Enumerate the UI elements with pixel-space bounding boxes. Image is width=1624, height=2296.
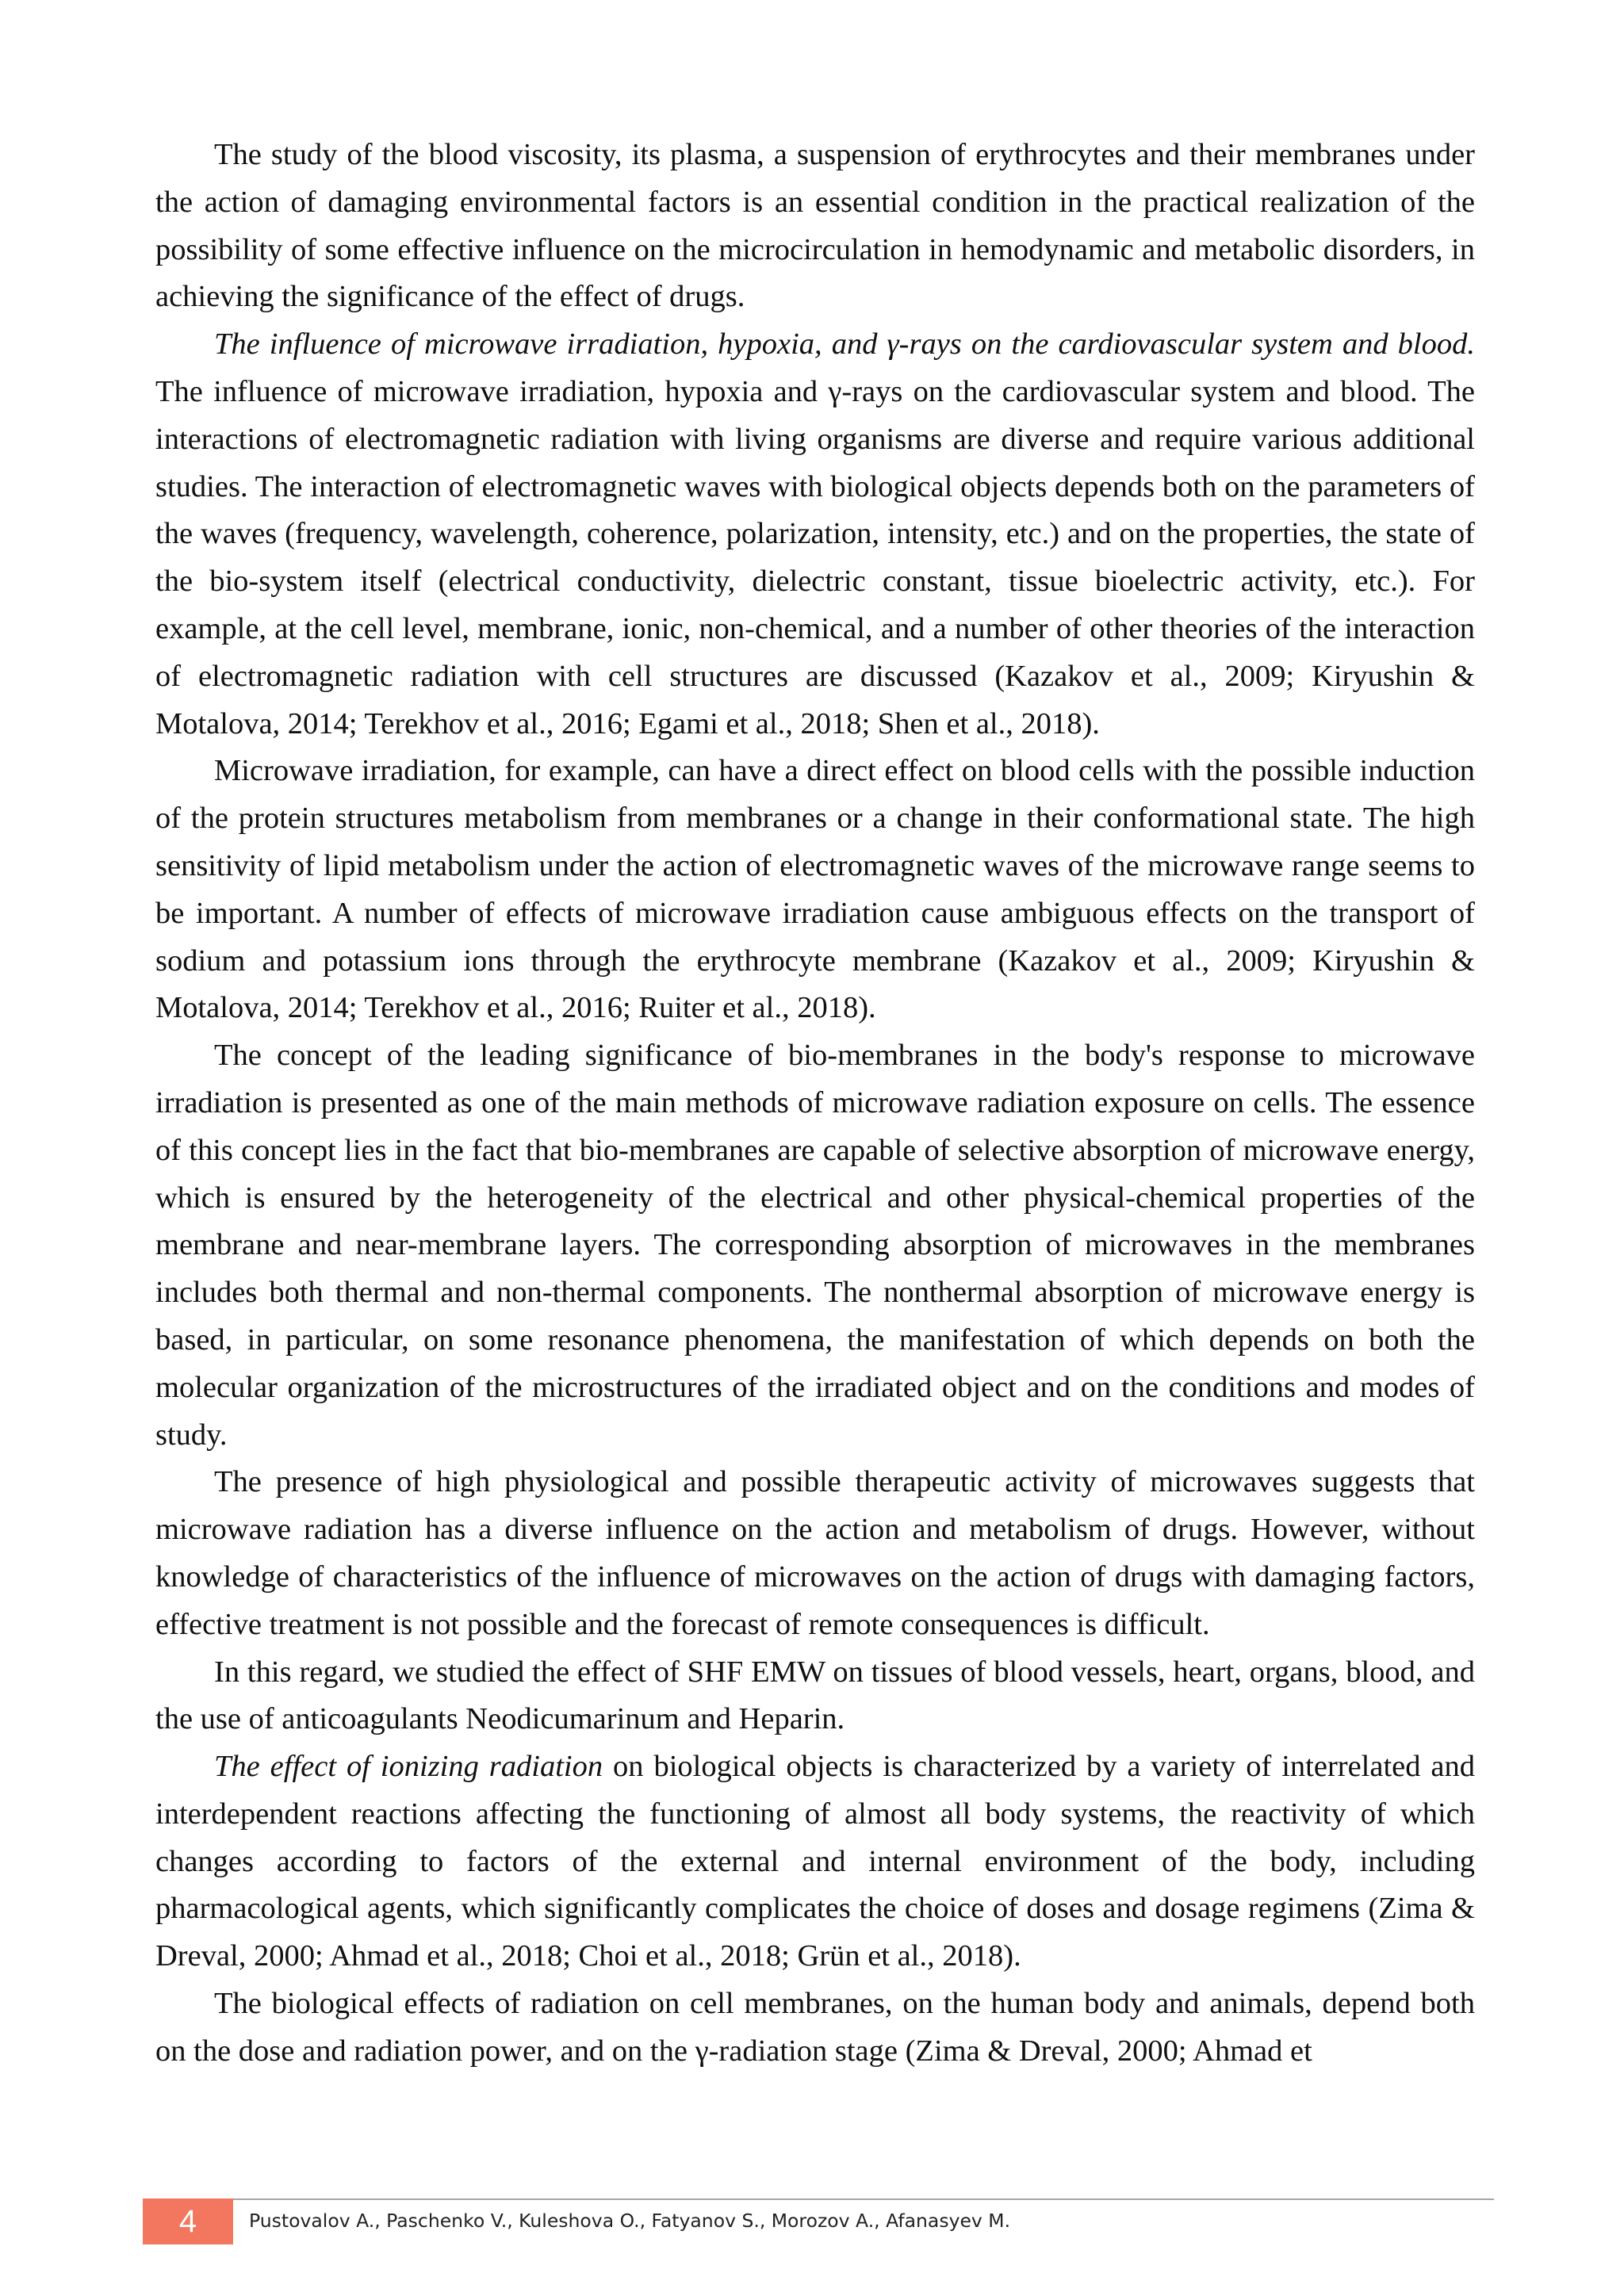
section-heading-microwave: The influence of microwave irradiation, hypoxia, and γ-rays on the cardiovascular system and blood.	[214, 327, 1475, 362]
paragraph-ionizing-radiation	[155, 1743, 1475, 1980]
paragraph-microwave-influence	[155, 321, 1475, 748]
paragraph-blood-viscosity	[155, 132, 1475, 321]
paragraph-biomembrane-concept	[155, 1032, 1475, 1459]
footer-divider	[232, 2198, 1494, 2200]
paragraph-text: The influence of microwave irradiation, hypoxia and γ-rays on the cardiovascular system and blood. The interactions of electromagnetic radiation with living organisms are diverse and require various additional studies. The interaction of electromagnetic waves with biological objects depends both on the parameters of the waves (frequency, wavelength, coherence, polarization, intensity, etc.) and on the properties, the state of the bio-system itself (electrical conductivity, dielectric constant, tissue bioelectric activity, etc.). For example, at the cell level, membrane, ionic, non-chemical, and a number of other theories of the interaction of electromagnetic radiation with cell structures are discussed (Kazakov et al., 2009; Kiryushin & Motalova, 2014; Terekhov et al., 2016; Egami et al., 2018; Shen et al., 2018).	[155, 374, 1475, 740]
paragraph-text: In this regard, we studied the effect of SHF EMW on tissues of blood vessels, heart, organs, blood, and the use of anticoagulants Neodicumarinum and Heparin.	[155, 1655, 1475, 1736]
article-body	[155, 132, 1475, 2076]
paragraph-text: The biological effects of radiation on cell membranes, on the human body and animals, depend both on the dose and radiation power, and on the γ-radiation stage (Zima & Dreval, 2000; Ahmad et	[155, 1987, 1475, 2068]
paragraph-text: The study of the blood viscosity, its plasma, a suspension of erythrocytes and their membranes under the action of damaging environmental factors is an essential condition in the practical realization of the possibility of some effective influence on the microcirculation in hemodynamic and metabolic disorders, in achieving the significance of the effect of drugs.	[155, 138, 1475, 314]
paragraph-text: The concept of the leading significance of bio-membranes in the body's response to microwave irradiation is presented as one of the main methods of microwave radiation exposure on cells. The essence of this concept lies in the fact that bio-membranes are capable of selective absorption of microwave energy, which is ensured by the heterogeneity of the electrical and other physical-chemical properties of the membrane and near-membrane layers. The corresponding absorption of microwaves in the membranes includes both thermal and non-thermal components. The nonthermal absorption of microwave energy is based, in particular, on some resonance phenomena, the manifestation of which depends on both the molecular organization of the microstructures of the irradiated object and on the conditions and modes of study.	[155, 1039, 1475, 1452]
paragraph-text: The presence of high physiological and possible therapeutic activity of microwaves suggests that microwave radiation has a diverse influence on the action and metabolism of drugs. However, without knowledge of characteristics of the influence of microwaves on the action of drugs with damaging factors, effective treatment is not possible and the forecast of remote consequences is difficult.	[155, 1465, 1475, 1641]
footer-authors: Pustovalov A., Paschenko V., Kuleshova O., Fatyanov S., Morozov A., Afanasyev M.	[249, 2210, 1011, 2232]
paragraph-text: on biological objects is characterized by a variety of interrelated and interdependent reactions affecting the functioning of almost all body systems, the reactivity of which changes according to factors of the external and internal environment of the body, including pharmacological agents, which significantly complicates the choice of doses and dosage regimens (Zima & Dreval, 2000; Ahmad et al., 2018; Choi et al., 2018; Grün et al., 2018).	[155, 1750, 1475, 1973]
paragraph-radiation-effects	[155, 1980, 1475, 2076]
page-number: 4	[143, 2198, 233, 2244]
paragraph-microwave-blood-cells	[155, 748, 1475, 1032]
paragraph-therapeutic-activity	[155, 1459, 1475, 1648]
section-heading-ionizing: The effect of ionizing radiation	[214, 1750, 603, 1784]
paragraph-text: Microwave irradiation, for example, can have a direct effect on blood cells with the possible induction of the protein structures metabolism from membranes or a change in their conformational state. The high sensitivity of lipid metabolism under the action of electromagnetic waves of the microwave range seems to be important. A number of effects of microwave irradiation cause ambiguous effects on the transport of sodium and potassium ions through the erythrocyte membrane (Kazakov et al., 2009; Kiryushin & Motalova, 2014; Terekhov et al., 2016; Ruiter et al., 2018).	[155, 754, 1475, 1025]
paragraph-shf-emw-study	[155, 1649, 1475, 1744]
